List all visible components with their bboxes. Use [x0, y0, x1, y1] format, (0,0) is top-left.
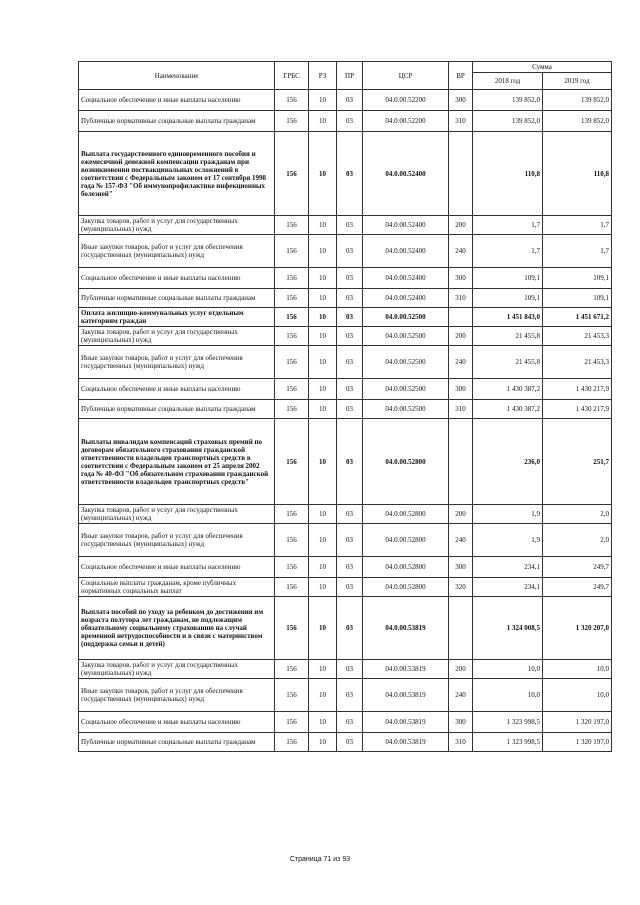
row-csr: 04.0.00.52800: [363, 524, 449, 557]
row-rz: 10: [309, 289, 337, 308]
table-row: [79, 327, 612, 346]
row-csr: 04.0.00.52200: [363, 111, 449, 132]
row-vr: 320: [449, 578, 473, 597]
row-sum-2018: 10,0: [473, 679, 543, 712]
row-sum-2018: 1 430 387,2: [473, 400, 543, 419]
row-pr: 03: [337, 289, 363, 308]
row-rz: 10: [309, 308, 337, 327]
row-sum-2018: 21 455,8: [473, 327, 543, 346]
table-row: [79, 308, 612, 327]
row-sum-2019: 10,0: [543, 660, 612, 679]
row-pr: 03: [337, 327, 363, 346]
table-row: [79, 289, 612, 308]
row-sum-2019: 2,0: [543, 505, 612, 524]
row-rz: 10: [309, 419, 337, 505]
row-grbs: 156: [275, 679, 309, 712]
table-row: [79, 90, 612, 111]
row-rz: 10: [309, 346, 337, 379]
row-csr: 04.0.00.52400: [363, 235, 449, 268]
row-sum-2018: 236,0: [473, 419, 543, 505]
row-name: Социальное обеспечение и иные выплаты населению: [79, 712, 275, 733]
row-grbs: 156: [275, 524, 309, 557]
row-pr: 03: [337, 733, 363, 752]
row-rz: 10: [309, 379, 337, 400]
row-rz: 10: [309, 712, 337, 733]
header-sum: Сумма: [473, 62, 612, 73]
row-pr: 03: [337, 712, 363, 733]
row-name: Закупка товаров, работ и услуг для государственных (муниципальных) нужд: [79, 327, 275, 346]
row-vr: 200: [449, 327, 473, 346]
row-grbs: 156: [275, 400, 309, 419]
row-grbs: 156: [275, 308, 309, 327]
row-sum-2019: 251,7: [543, 419, 612, 505]
row-sum-2018: 110,8: [473, 132, 543, 216]
row-name: Выплаты инвалидам компенсаций страховых премий по договорам обязательного страхования гражданской ответственности владельцев транспортных средств в соответствии с Федеральным законом от 25 апреля 2002 года № 40-ФЗ "Об обязательном страховании гражданской ответственности владельцев транспортных средств": [79, 419, 275, 505]
header-grbs: ГРБС: [275, 62, 309, 90]
row-sum-2018: 21 455,8: [473, 346, 543, 379]
row-grbs: 156: [275, 712, 309, 733]
row-sum-2019: 2,0: [543, 524, 612, 557]
row-csr: 04.0.00.52800: [363, 557, 449, 578]
row-csr: 04.0.00.52400: [363, 268, 449, 289]
row-vr: 240: [449, 679, 473, 712]
row-csr: 04.0.00.53819: [363, 733, 449, 752]
row-sum-2019: 109,1: [543, 268, 612, 289]
row-csr: 04.0.00.52500: [363, 308, 449, 327]
row-sum-2018: 109,1: [473, 268, 543, 289]
table-row: [79, 346, 612, 379]
row-sum-2018: 1 323 998,5: [473, 733, 543, 752]
row-grbs: 156: [275, 90, 309, 111]
table-row: [79, 419, 612, 505]
table-body: [79, 90, 612, 752]
row-sum-2019: 1 430 217,9: [543, 400, 612, 419]
row-pr: 03: [337, 132, 363, 216]
row-name: Закупка товаров, работ и услуг для государственных (муниципальных) нужд: [79, 660, 275, 679]
table-row: [79, 132, 612, 216]
row-rz: 10: [309, 505, 337, 524]
table-row: [79, 578, 612, 597]
row-rz: 10: [309, 90, 337, 111]
row-rz: 10: [309, 660, 337, 679]
row-vr: [449, 132, 473, 216]
row-sum-2018: 10,0: [473, 660, 543, 679]
row-name: Публичные нормативные социальные выплаты гражданам: [79, 289, 275, 308]
row-name: Выплата государственного единовременного пособия и ежемесячной денежной компенсации гражданам при возникновении поствакцинальных осложнений в соответствии с Федеральным законом от 17 сентября 1998 года № 157-ФЗ "Об иммунопрофилактике инфекционных болезней": [79, 132, 275, 216]
row-name: Оплата жилищно-коммунальных услуг отдельным категориям граждан: [79, 308, 275, 327]
row-grbs: 156: [275, 557, 309, 578]
row-pr: 03: [337, 557, 363, 578]
row-csr: 04.0.00.52800: [363, 419, 449, 505]
row-sum-2018: 139 852,0: [473, 111, 543, 132]
row-pr: 03: [337, 308, 363, 327]
row-name: Выплата пособий по уходу за ребенком до достижения им возраста полутора лет гражданам, не подлежащим обязательному социальному страхованию на случай временной нетрудоспособности и в связи с материнством (поддержка семьи и детей): [79, 597, 275, 660]
row-sum-2018: 1,9: [473, 505, 543, 524]
row-vr: 300: [449, 268, 473, 289]
row-sum-2019: 10,0: [543, 679, 612, 712]
row-grbs: 156: [275, 111, 309, 132]
row-pr: 03: [337, 216, 363, 235]
row-pr: 03: [337, 268, 363, 289]
row-sum-2019: 1 451 671,2: [543, 308, 612, 327]
row-pr: 03: [337, 419, 363, 505]
row-sum-2018: 1 430 387,2: [473, 379, 543, 400]
row-pr: 03: [337, 346, 363, 379]
table-row: [79, 111, 612, 132]
header-year-2018: 2018 год: [473, 73, 543, 90]
row-grbs: 156: [275, 419, 309, 505]
row-vr: 300: [449, 557, 473, 578]
row-vr: 240: [449, 524, 473, 557]
row-pr: 03: [337, 400, 363, 419]
header-rz: РЗ: [309, 62, 337, 90]
row-name: Публичные нормативные социальные выплаты гражданам: [79, 111, 275, 132]
row-name: Публичные нормативные социальные выплаты гражданам: [79, 400, 275, 419]
table-row: [79, 524, 612, 557]
row-sum-2019: 1,7: [543, 216, 612, 235]
row-sum-2019: 249,7: [543, 557, 612, 578]
row-sum-2019: 21 453,3: [543, 327, 612, 346]
header-csr: ЦСР: [363, 62, 449, 90]
row-sum-2019: 139 852,0: [543, 90, 612, 111]
row-rz: 10: [309, 216, 337, 235]
row-rz: 10: [309, 524, 337, 557]
row-pr: 03: [337, 679, 363, 712]
row-sum-2019: 1,7: [543, 235, 612, 268]
row-sum-2019: 1 320 197,0: [543, 733, 612, 752]
row-sum-2018: 109,1: [473, 289, 543, 308]
row-csr: 04.0.00.52400: [363, 132, 449, 216]
header-year-2019: 2019 год: [543, 73, 612, 90]
row-grbs: 156: [275, 660, 309, 679]
row-vr: 300: [449, 379, 473, 400]
row-sum-2018: 234,1: [473, 578, 543, 597]
row-rz: 10: [309, 578, 337, 597]
row-vr: 200: [449, 505, 473, 524]
row-csr: 04.0.00.52400: [363, 289, 449, 308]
row-grbs: 156: [275, 733, 309, 752]
table-row: [79, 505, 612, 524]
row-csr: 04.0.00.53819: [363, 679, 449, 712]
table-row: [79, 557, 612, 578]
row-sum-2019: 1 430 217,9: [543, 379, 612, 400]
row-rz: 10: [309, 679, 337, 712]
row-pr: 03: [337, 524, 363, 557]
row-name: Иные закупки товаров, работ и услуг для обеспечения государственных (муниципальных) нужд: [79, 679, 275, 712]
row-vr: [449, 308, 473, 327]
row-csr: 04.0.00.52200: [363, 90, 449, 111]
row-grbs: 156: [275, 346, 309, 379]
table-row: [79, 712, 612, 733]
row-grbs: 156: [275, 505, 309, 524]
row-vr: [449, 597, 473, 660]
row-rz: 10: [309, 733, 337, 752]
row-name: Публичные нормативные социальные выплаты гражданам: [79, 733, 275, 752]
row-sum-2018: 1 323 998,5: [473, 712, 543, 733]
row-sum-2018: 1,7: [473, 235, 543, 268]
table-row: [79, 597, 612, 660]
table-header: [79, 62, 612, 90]
row-rz: 10: [309, 597, 337, 660]
row-pr: 03: [337, 90, 363, 111]
row-name: Социальное обеспечение и иные выплаты населению: [79, 90, 275, 111]
row-name: Закупка товаров, работ и услуг для государственных (муниципальных) нужд: [79, 505, 275, 524]
table-row: [79, 379, 612, 400]
row-csr: 04.0.00.53819: [363, 712, 449, 733]
row-rz: 10: [309, 235, 337, 268]
row-sum-2018: 1 451 843,0: [473, 308, 543, 327]
row-name: Социальные выплаты гражданам, кроме публичных нормативных социальных выплат: [79, 578, 275, 597]
row-grbs: 156: [275, 289, 309, 308]
row-csr: 04.0.00.52500: [363, 379, 449, 400]
row-name: Закупка товаров, работ и услуг для государственных (муниципальных) нужд: [79, 216, 275, 235]
row-pr: 03: [337, 578, 363, 597]
page-number: Страница 71 из 93: [289, 856, 351, 863]
row-sum-2018: 1,9: [473, 524, 543, 557]
header-vr: ВР: [449, 62, 473, 90]
table-row: [79, 679, 612, 712]
row-vr: 240: [449, 235, 473, 268]
row-sum-2019: 110,8: [543, 132, 612, 216]
row-pr: 03: [337, 111, 363, 132]
row-sum-2018: 1,7: [473, 216, 543, 235]
row-rz: 10: [309, 132, 337, 216]
row-csr: 04.0.00.53819: [363, 660, 449, 679]
row-rz: 10: [309, 400, 337, 419]
row-name: Социальное обеспечение и иные выплаты населению: [79, 268, 275, 289]
row-vr: [449, 419, 473, 505]
row-name: Иные закупки товаров, работ и услуг для обеспечения государственных (муниципальных) нужд: [79, 235, 275, 268]
row-rz: 10: [309, 557, 337, 578]
row-sum-2019: 139 852,0: [543, 111, 612, 132]
row-csr: 04.0.00.52800: [363, 578, 449, 597]
row-grbs: 156: [275, 235, 309, 268]
row-csr: 04.0.00.52800: [363, 505, 449, 524]
row-vr: 300: [449, 712, 473, 733]
header-name: Наименование: [79, 62, 275, 90]
table-row: [79, 733, 612, 752]
row-grbs: 156: [275, 379, 309, 400]
row-csr: 04.0.00.52500: [363, 327, 449, 346]
row-grbs: 156: [275, 132, 309, 216]
row-sum-2018: 234,1: [473, 557, 543, 578]
row-sum-2018: 1 324 008,5: [473, 597, 543, 660]
row-vr: 310: [449, 289, 473, 308]
table-row: [79, 235, 612, 268]
row-vr: 200: [449, 660, 473, 679]
row-name: Иные закупки товаров, работ и услуг для обеспечения государственных (муниципальных) нужд: [79, 524, 275, 557]
row-csr: 04.0.00.52500: [363, 400, 449, 419]
row-grbs: 156: [275, 578, 309, 597]
row-sum-2019: 21 453,3: [543, 346, 612, 379]
table-row: [79, 268, 612, 289]
row-grbs: 156: [275, 327, 309, 346]
row-pr: 03: [337, 597, 363, 660]
row-vr: 310: [449, 111, 473, 132]
row-name: Социальное обеспечение и иные выплаты населению: [79, 379, 275, 400]
table-row: [79, 660, 612, 679]
row-grbs: 156: [275, 268, 309, 289]
row-grbs: 156: [275, 597, 309, 660]
row-sum-2019: 109,1: [543, 289, 612, 308]
row-rz: 10: [309, 327, 337, 346]
row-pr: 03: [337, 379, 363, 400]
row-rz: 10: [309, 111, 337, 132]
row-pr: 03: [337, 235, 363, 268]
row-grbs: 156: [275, 216, 309, 235]
row-sum-2019: 249,7: [543, 578, 612, 597]
row-pr: 03: [337, 660, 363, 679]
row-rz: 10: [309, 268, 337, 289]
row-vr: 300: [449, 90, 473, 111]
row-sum-2018: 139 852,0: [473, 90, 543, 111]
row-vr: 240: [449, 346, 473, 379]
row-csr: 04.0.00.52500: [363, 346, 449, 379]
row-sum-2019: 1 320 207,0: [543, 597, 612, 660]
row-csr: 04.0.00.52400: [363, 216, 449, 235]
row-vr: 200: [449, 216, 473, 235]
row-sum-2019: 1 320 197,0: [543, 712, 612, 733]
header-pr: ПР: [337, 62, 363, 90]
table-row: [79, 216, 612, 235]
row-csr: 04.0.00.53819: [363, 597, 449, 660]
row-vr: 310: [449, 400, 473, 419]
row-name: Социальное обеспечение и иные выплаты населению: [79, 557, 275, 578]
row-vr: 310: [449, 733, 473, 752]
row-name: Иные закупки товаров, работ и услуг для обеспечения государственных (муниципальных) нужд: [79, 346, 275, 379]
row-pr: 03: [337, 505, 363, 524]
table-row: [79, 400, 612, 419]
budget-table: [78, 61, 612, 752]
